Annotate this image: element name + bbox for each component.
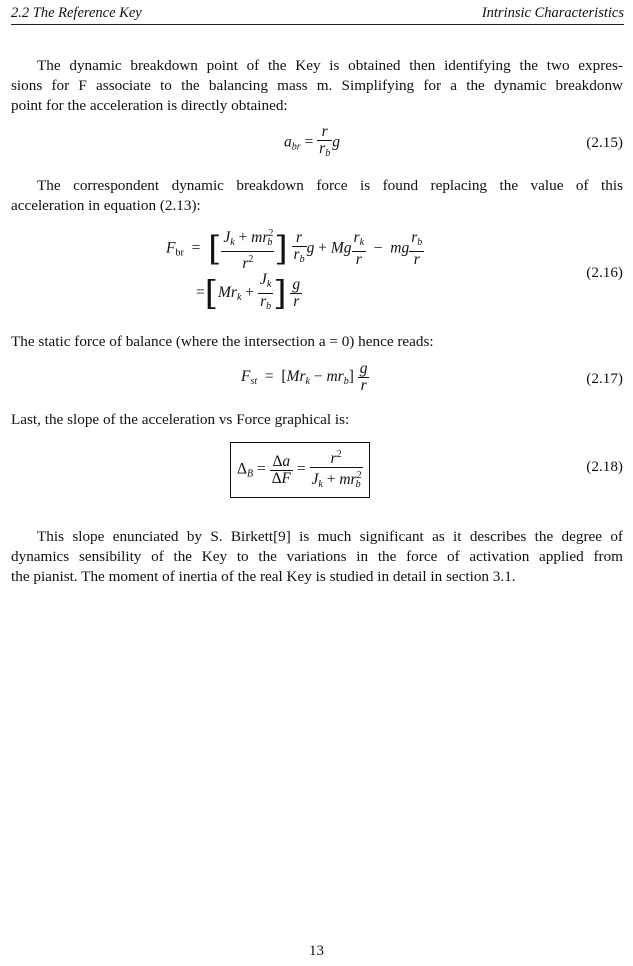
paragraph-birkett	[11, 527, 623, 587]
equation-2-17-body: $F_{st} = [Mr_k - mr_b]$ $\frac{g}{r}$	[241, 360, 368, 394]
paragraph-slope	[11, 410, 623, 430]
paragraph-line: point for the acceleration is directly obtained:	[11, 97, 288, 114]
equation-number: (2.15)	[586, 134, 623, 151]
paragraph-breakdown-force	[11, 176, 623, 216]
equation-2-15-body: $a_{br}$ = $\frac{r}{r_b}$ g	[284, 124, 340, 162]
equation-number: (2.16)	[586, 264, 623, 281]
equation-2-15	[0, 124, 633, 164]
equation-2-17	[0, 360, 633, 402]
paragraph-line: The dynamic breakdown point of the Key is obtained then identifying the two expres-	[37, 57, 623, 74]
equation-2-16	[0, 222, 633, 322]
page-number: 13	[309, 943, 324, 959]
paragraph-static-force	[11, 332, 623, 352]
equation-number: (2.18)	[586, 458, 623, 475]
paragraph-line: dynamics sensibility of the Key to the variations in the force of activation applied from	[11, 548, 623, 565]
paragraph-line: the pianist. The moment of inertia of the real Key is studied in detail in section 3.1.	[11, 568, 516, 585]
paragraph-line: The correspondent dynamic breakdown force is found replacing the value of this	[37, 177, 623, 194]
equation-2-16-line-1: $F_{br}$ = [ $\frac{J_k + mr^2_b}{r^2}$ ] $\frac{r}{r_b}$ g + Mg $\frac{r_k}{r}$ − mg $\frac{r_b}{r}$	[166, 228, 423, 272]
header-chapter-title: Intrinsic Characteristics	[481, 5, 624, 21]
paragraph-line: The static force of balance (where the intersection a = 0) hence reads:	[11, 333, 434, 350]
equation-2-18	[0, 442, 633, 498]
equation-number: (2.17)	[586, 370, 623, 387]
paragraph-line: Last, the slope of the acceleration vs Force graphical is:	[11, 411, 350, 428]
paragraph-breakdown-point	[11, 56, 623, 116]
header-section-title: 2.2 The Reference Key	[11, 5, 142, 21]
equation-2-16-line-2: $=[Mr_k$ + $\frac{J_k}{r_b}$ ] $\frac{g}{r}$	[196, 271, 301, 314]
paragraph-line: sions for F associate to the balancing mass m. Simplifying for a the dynamic breakdonw	[11, 77, 623, 94]
paragraph-line: acceleration in equation (2.13):	[11, 197, 201, 214]
boxed-result: $\Delta_B$ = $\frac{\Delta a}{\Delta F}$ = $\frac{r^2}{J_k + mr^2_b}$	[230, 442, 370, 498]
paragraph-line: This slope enunciated by S. Birkett[9] is much significant as it describes the degree of	[37, 528, 623, 545]
equation-2-18-box	[230, 442, 370, 498]
running-header	[11, 4, 624, 25]
